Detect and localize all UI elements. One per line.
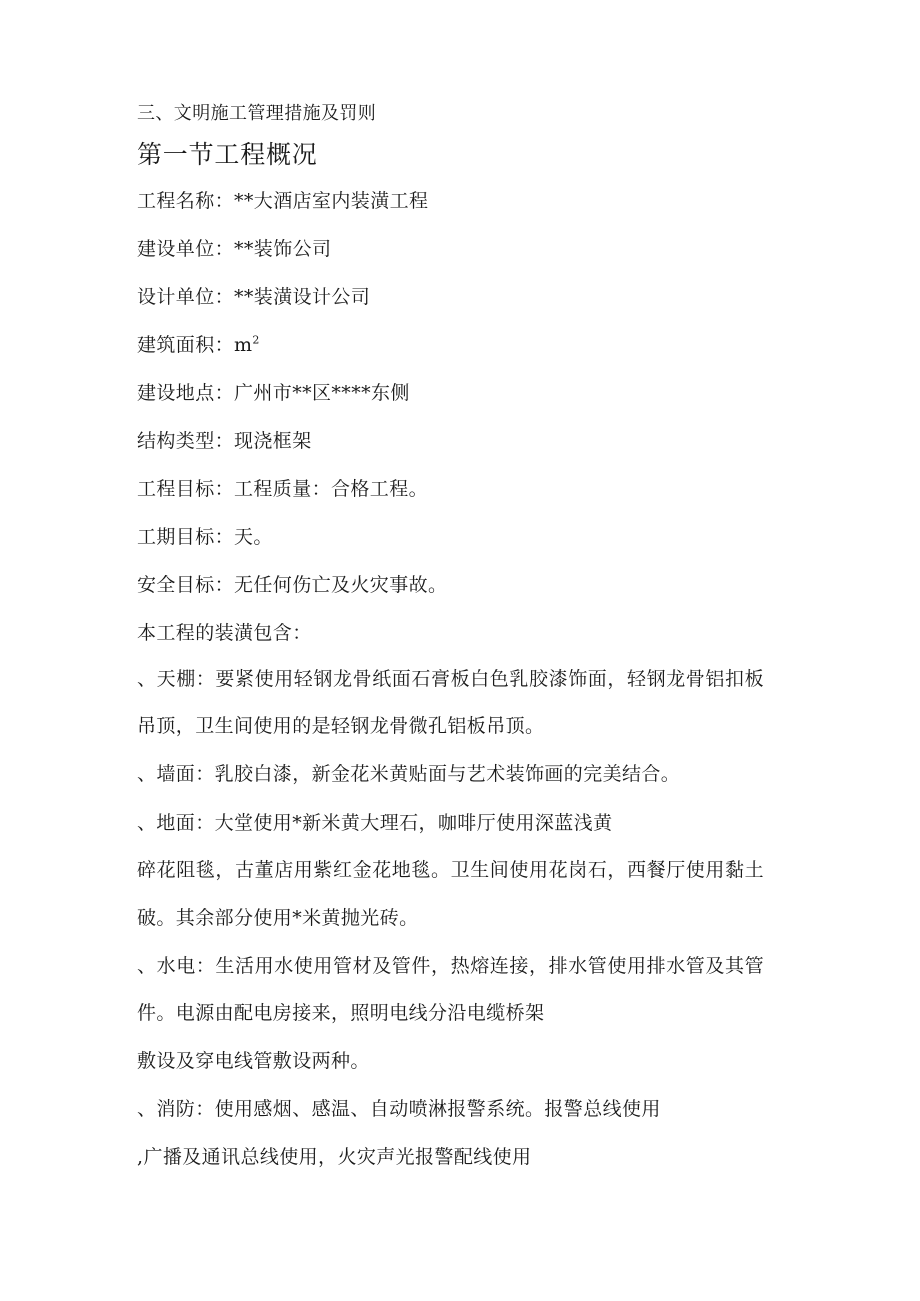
ceiling-line-1: 、天棚：要紧使用轻钢龙骨纸面石膏板白色乳胶漆饰面，轻钢龙骨铝扣板	[137, 668, 765, 690]
designer-line: 设计单位：**装潢设计公司	[137, 286, 371, 308]
quality-goal-line: 工程目标：工程质量：合格工程。	[137, 478, 429, 500]
floor-line-2: 碎花阻毯，古董店用紫红金花地毯。卫生间使用花岗石，西餐厅使用黏土	[137, 859, 765, 881]
section-title: 三、文明施工管理措施及罚则	[137, 103, 377, 124]
water-line-3: 敷设及穿电线管敷设两种。	[137, 1050, 370, 1072]
fire-line-1: 、消防：使用感烟、感温、自动喷淋报警系统。报警总线使用	[137, 1098, 661, 1120]
period-goal-line: 工期目标：天。	[137, 526, 273, 548]
water-line-2: 件。电源由配电房接来，照明电线分沿电缆桥架	[137, 1002, 545, 1024]
water-line-1: 、水电：生活用水使用管材及管件，热熔连接，排水管使用排水管及其管	[137, 955, 765, 977]
floor-line-1: 、地面：大堂使用*新米黄大理石，咖啡厅使用深蓝浅黄	[137, 812, 613, 834]
builder-line: 建设单位：**装饰公司	[137, 238, 332, 260]
scope-intro-line: 本工程的装潢包含：	[137, 622, 312, 644]
floor-line-3: 破。其余部分使用*米黄抛光砖。	[137, 907, 419, 929]
project-name-line: 工程名称：**大酒店室内装潢工程	[137, 190, 429, 212]
area-line	[137, 332, 260, 358]
safety-goal-line: 安全目标：无任何伤亡及火灾事故。	[137, 574, 448, 596]
fire-line-2: ,广播及通讯总线使用，火灾声光报警配线使用	[137, 1146, 532, 1168]
area-label: 建筑面积：m	[137, 334, 253, 356]
wall-line: 、墙面：乳胶白漆，新金花米黄贴面与艺术装饰画的完美结合。	[137, 763, 681, 785]
chapter-heading: 第一节工程概况	[137, 140, 318, 169]
structure-line: 结构类型：现浇框架	[137, 430, 312, 452]
ceiling-line-2: 吊顶，卫生间使用的是轻钢龙骨微孔铝板吊顶。	[137, 715, 545, 737]
location-line: 建设地点：广州市**区****东侧	[137, 382, 410, 404]
area-superscript: 2	[252, 333, 260, 347]
